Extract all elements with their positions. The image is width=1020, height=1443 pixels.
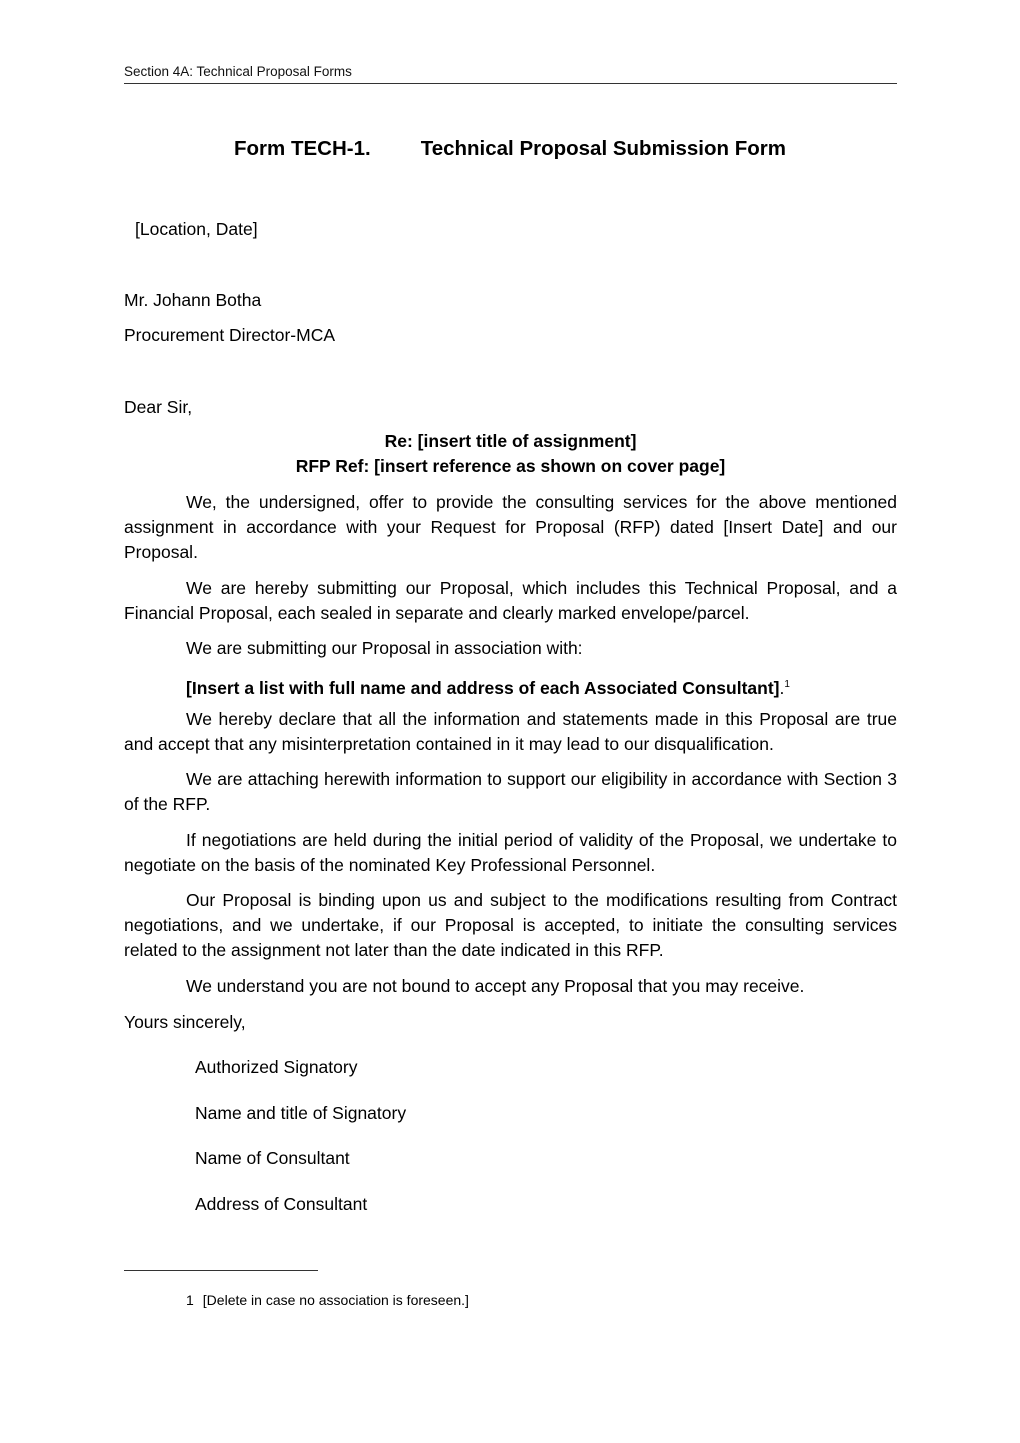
location-date: [Location, Date] xyxy=(135,219,258,239)
addressee-name: Mr. Johann Botha xyxy=(124,290,262,310)
closing: Yours sincerely, xyxy=(124,1012,246,1032)
form-name: Technical Proposal Submission Form xyxy=(420,137,786,160)
paragraph-associated-consultant xyxy=(124,672,897,701)
signature-consultant-name: Name of Consultant xyxy=(195,1148,350,1168)
footnote xyxy=(186,1290,469,1310)
associated-consultant-placeholder: [Insert a list with full name and address of each Associated Consultant] xyxy=(186,678,780,698)
reference-re: Re: [insert title of assignment] xyxy=(384,431,637,451)
signature-consultant-address: Address of Consultant xyxy=(195,1194,368,1214)
signature-name-title: Name and title of Signatory xyxy=(195,1103,407,1123)
signature-authorized-signatory: Authorized Signatory xyxy=(195,1057,358,1077)
paragraph-submission: We are hereby submitting our Proposal, which includes this Technical Proposal, and a Financial Proposal, each sealed in separate and clearly marked envelope/parcel. xyxy=(124,578,897,623)
footnote-number: 1 xyxy=(186,1292,194,1308)
footnote-text: [Delete in case no association is foreseen.] xyxy=(202,1292,469,1308)
paragraph-eligibility: We are attaching herewith information to support our eligibility in accordance with Section 3 of the RFP. xyxy=(124,769,897,814)
footnote-reference: 1 xyxy=(784,679,790,690)
page-header: Section 4A: Technical Proposal Forms xyxy=(124,64,897,84)
paragraph-offer: We, the undersigned, offer to provide the consulting services for the above mentioned assignment in accordance with your Request for Proposal (RFP) dated [Insert Date] and our Proposal. xyxy=(124,492,897,562)
reference-rfp: RFP Ref: [insert reference as shown on cover page] xyxy=(295,456,726,476)
paragraph-association: We are submitting our Proposal in association with: xyxy=(186,638,583,658)
form-title xyxy=(0,137,1020,161)
paragraph-declaration: We hereby declare that all the information and statements made in this Proposal are true and accept that any misinterpretation contained in it may lead to our disqualification. xyxy=(124,709,897,754)
punctuation: . xyxy=(779,678,785,698)
paragraph-not-bound: We understand you are not bound to accept any Proposal that you may receive. xyxy=(186,976,805,996)
paragraph-negotiations: If negotiations are held during the initial period of validity of the Proposal, we undertake to negotiate on the basis of the nominated Key Professional Personnel. xyxy=(124,830,897,875)
salutation: Dear Sir, xyxy=(124,397,193,417)
footnote-separator xyxy=(124,1270,318,1271)
form-number: Form TECH-1. xyxy=(234,137,371,160)
paragraph-binding: Our Proposal is binding upon us and subject to the modifications resulting from Contract negotiations, and we undertake, if our Proposal is accepted, to initiate the consulting services related to the assignment not later than the date indicated in this RFP. xyxy=(124,890,897,960)
addressee-title: Procurement Director-MCA xyxy=(124,325,336,345)
